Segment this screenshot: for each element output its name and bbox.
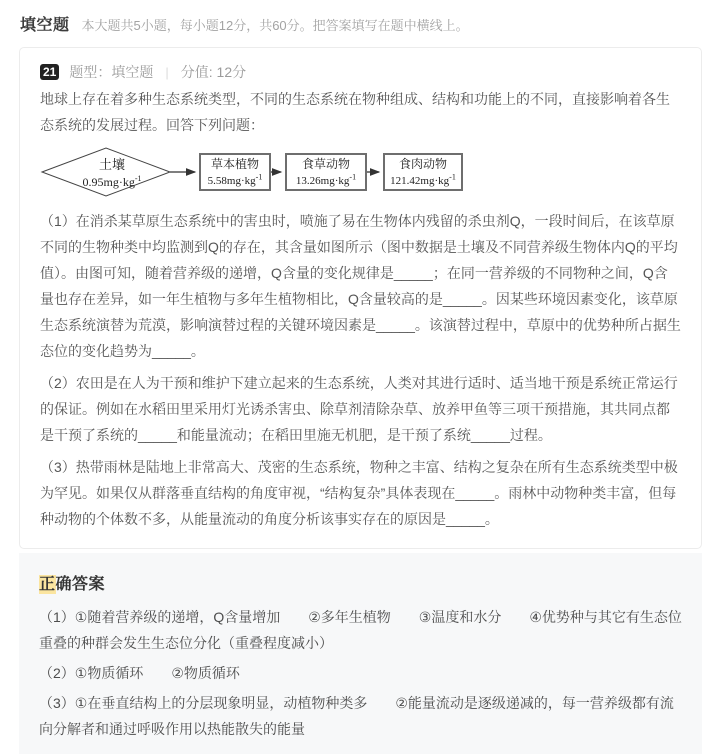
herbivore-label: 食草动物: [301, 157, 351, 171]
food-chain-diagram: [40, 144, 681, 202]
herb-plants-label: 草本植物: [210, 157, 260, 171]
answer-title-highlighted-char: 正: [39, 576, 56, 593]
question-part-2: （2）农田是在人为干预和维护下建立起来的生态系统，人类对其进行适时、适当地干预是系统正常运行的保证。例如在水稻田里采用灯光诱杀害虫、除草剂清除杂草、放养甲鱼等三项干预措施，其共同点都是干预了系统的_____和能量流动；在稻田里施无机肥，是干预了系统_____过程。: [40, 375, 678, 443]
answer-title: [39, 571, 682, 594]
question-card: [19, 47, 702, 549]
answer-line-1: （1）①随着营养级的递增，Q含量增加 ②多年生植物 ③温度和水分 ④优势种与其它有生态位重叠的种群会发生生态位分化（重叠程度减小）: [39, 609, 682, 651]
question-type-label: 题型：填空题: [69, 64, 154, 80]
herb-plants-value: $5.58mg\cdot kg^{-1}$: [207, 172, 263, 187]
soil-value: $0.95mg\cdot kg^{-1}$: [82, 174, 142, 189]
meta-divider: |: [165, 64, 169, 80]
food-chain-svg: [40, 144, 464, 202]
herbivore-value: $13.26mg\cdot kg^{-1}$: [295, 172, 357, 187]
question-intro: 地球上存在着多种生态系统类型，不同的生态系统在物种组成、结构和功能上的不同，直接影响着各生态系统的发展过程。回答下列问题：: [40, 91, 670, 133]
section-header: [0, 0, 721, 35]
answer-line-2: （2）①物质循环 ②物质循环: [39, 665, 240, 681]
carnivore-value: $121.42mg\cdot kg^{-1}$: [390, 172, 456, 187]
question-part-1: （1）在消杀某草原生态系统中的害虫时，喷施了易在生物体内残留的杀虫剂Q，一段时间后，在该草原不同的生物种类中均监测到Q的存在，其含量如图所示（图中数据是土壤及不同营养级生物体内Q的平均值）。由图可知，随着营养级的递增，Q含量的变化规律是_____；在同一营养级的不同物种之间，Q含量也存在差异，如一年生植物与多年生植物相比，Q含量较高的是_____。因某些环境因素变化，该草原生态系统演替为荒漠，影响演替过程的关键环境因素是_____。该演替过程中，草原中的优势种所占据生态位的变化趋势为_____。: [40, 213, 681, 359]
answer-line-3: （3）①在垂直结构上的分层现象明显，动植物种类多 ②能量流动是逐级递减的，每一营养级都有流向分解者和通过呼吸作用以热能散失的能量: [39, 695, 674, 737]
carnivore-label: 食肉动物: [398, 157, 448, 171]
answer-section: [19, 553, 702, 754]
question-score-label: 分值: 12分: [180, 64, 247, 80]
question-meta-row: [40, 62, 681, 82]
question-part-3: （3）热带雨林是陆地上非常高大、茂密的生态系统，物种之丰富、结构之复杂在所有生态系统类型中极为罕见。如果仅从群落垂直结构的角度审视，“结构复杂”具体表现在_____。雨林中动物种类丰富，但每种动物的个体数不多，从能量流动的角度分析该事实存在的原因是_____。: [40, 459, 678, 527]
answer-title-rest: 确答案: [55, 576, 106, 593]
soil-label: 土壤: [98, 157, 126, 172]
section-subtitle: 本大题共5小题，每小题12分，共60分。把答案填写在题中横线上。: [81, 18, 469, 33]
question-number-badge: 21: [40, 64, 59, 80]
section-title: 填空题: [20, 17, 70, 34]
